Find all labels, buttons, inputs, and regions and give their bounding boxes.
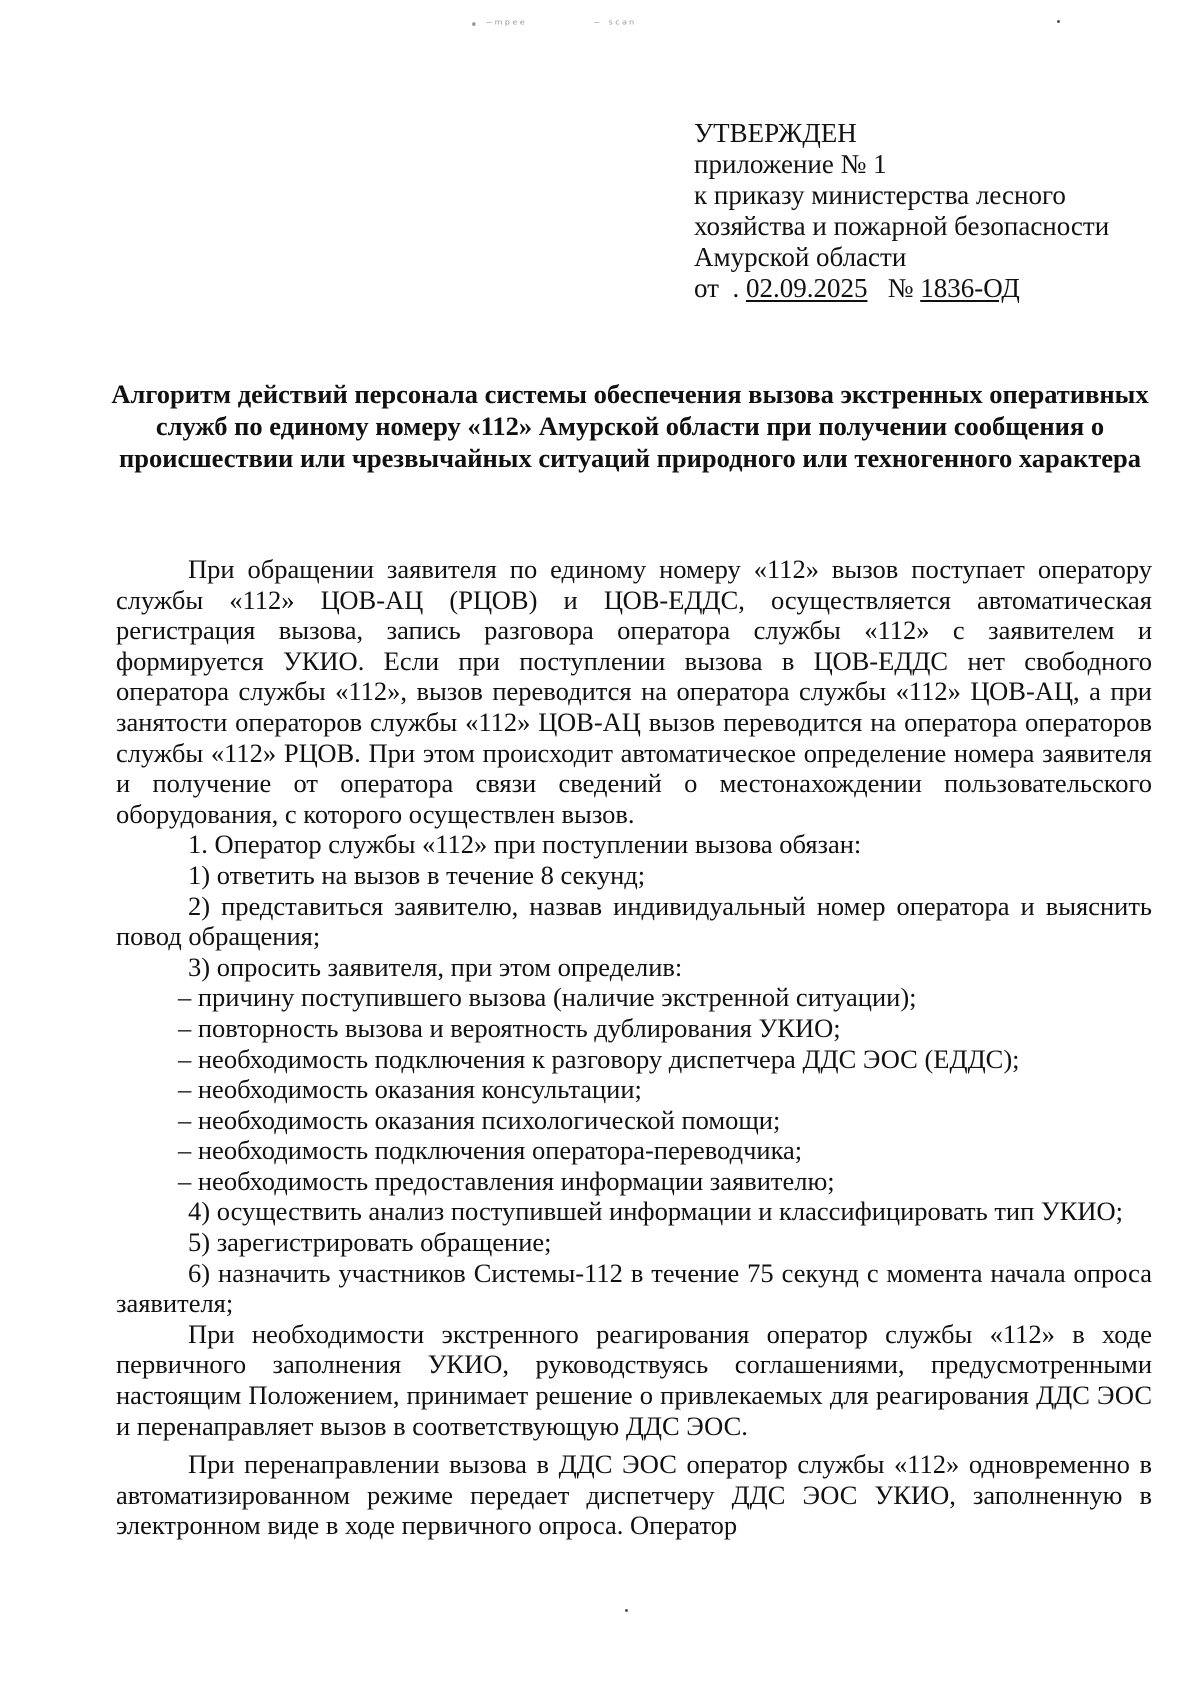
sub-list-item: – необходимость подключения к разговору диспетчера ДДС ЭОС (ЕДДС); [178,1043,1020,1074]
document-body [116,554,1152,1541]
sub-list-item: – повторность вызова и вероятность дублирования УКИО; [178,1012,841,1043]
list-item: 5) зарегистрировать обращение; [188,1227,552,1258]
body-paragraph: При необходимости экстренного реагирования оператор службы «112» в ходе первичного заполнения УКИО, руководствуясь соглашениями, предусмотренными настоящим Положением, принимает решение о привлекаемых для реагирования ДДС ЭОС и перенаправляет вызов в соответствующую ДДС ЭОС. [116,1318,1152,1441]
list-item: 2) представиться заявителю, назвав индивидуальный номер оператора и выяснить повод обращения; [116,890,1152,952]
approval-heading: УТВЕРЖДЕН [694,118,857,148]
order-number: 1836-ОД [920,273,1020,303]
approval-stamp-block [694,118,1109,304]
scan-speck [1057,20,1060,23]
sub-list-item: – необходимость оказания консультации; [178,1074,642,1105]
sub-list-item: – причину поступившего вызова (наличие экстренной ситуации); [178,982,917,1013]
list-heading: 1. Оператор службы «112» при поступлении вызова обязан: [188,829,862,860]
sub-list-item: – необходимость подключения оператора-переводчика; [178,1135,803,1166]
document-title: Алгоритм действий персонала системы обеспечения вызова экстренных оперативных служб по единому номеру «112» Амурской области при получении сообщения о происшествии или чрезвычайных ситуаций природного или техногенного характера [111,379,1149,473]
appendix-number: приложение № 1 [694,149,887,179]
approval-ministry: хозяйства и пожарной безопасности [694,211,1110,241]
list-item: 3) опросить заявителя, при этом определив: [188,951,683,982]
scan-mark: ⁻ ˢᶜᵃⁿ [593,18,637,33]
sub-list-item: – необходимость оказания психологической помощи; [178,1104,781,1135]
scan-speck [625,1609,628,1612]
list-item: 1) ответить на вызов в течение 8 секунд; [188,859,646,890]
scan-artifact-marks [470,18,696,33]
number-sign: № [887,273,914,303]
scan-mark: • ⁻ᵐᵖᵉᵉ [470,18,528,33]
intro-paragraph: При обращении заявителя по единому номеру «112» вызов поступает оператору службы «112» ЦОВ-АЦ (РЦОВ) и ЦОВ-ЕДДС, осуществляется автоматическая регистрация вызова, запись разговора оператора службы «112» с заявителем и формируется УКИО. Если при поступлении вызова в ЦОВ-ЕДДС нет свободного оператора службы «112», вызов переводится на оператора службы «112» ЦОВ-АЦ, а при занятости операторов службы «112» ЦОВ-АЦ вызов переводится на оператора операторов службы «112» РЦОВ. При этом происходит автоматическое определение номера заявителя и получение от оператора связи сведений о местонахождении пользовательского оборудования, с которого осуществлен вызов. [116,554,1152,829]
from-label: от [694,273,719,303]
order-date: 02.09.2025 [745,273,868,303]
approval-order-ref: к приказу министерства лесного [694,180,1066,210]
list-item: 4) осуществить анализ поступившей информации и классифицировать тип УКИО; [188,1196,1123,1227]
approval-date-line: от . 02.09.2025 № 1836-ОД [694,273,1020,303]
approval-region: Амурской области [694,242,907,272]
sub-list-item: – необходимость предоставления информации заявителю; [178,1165,835,1196]
body-paragraph: При перенаправлении вызова в ДДС ЭОС оператор службы «112» одновременно в автоматизированном режиме передает диспетчеру ДДС ЭОС УКИО, заполненную в электронном виде в ходе первичного опроса. Оператор [116,1449,1152,1541]
list-item: 6) назначить участников Системы-112 в течение 75 секунд с момента начала опроса заявителя; [116,1257,1152,1319]
